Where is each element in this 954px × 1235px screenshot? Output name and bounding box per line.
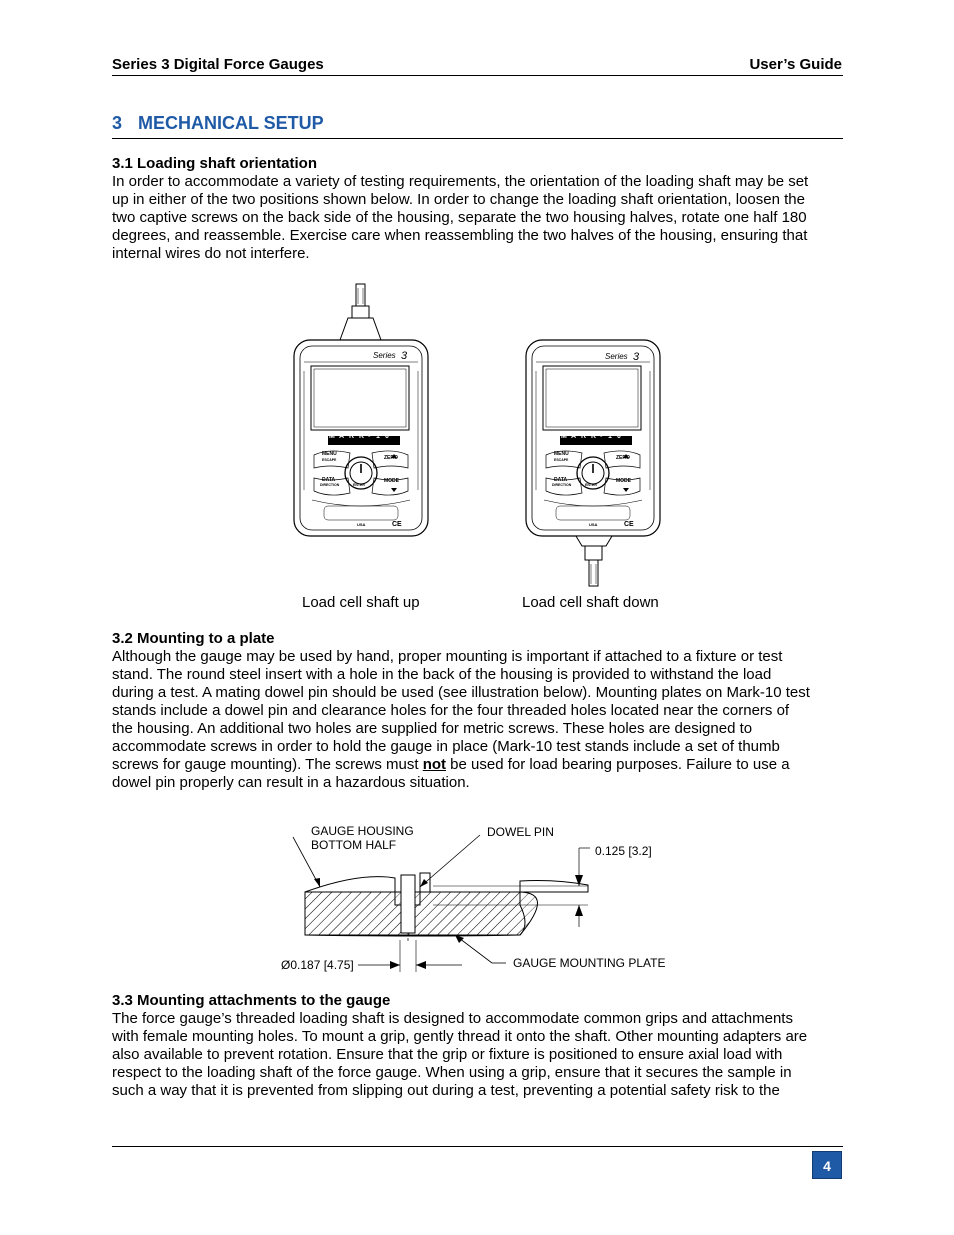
text-line: up in either of the two positions shown below. In order to change the loading shaft orientation, loosen the (112, 191, 805, 208)
paragraph-3-3 (112, 1010, 843, 1100)
text-line: Although the gauge may be used by hand, proper mounting is important if attached to a fixture or test (112, 648, 783, 665)
direction-key-label: DIRECTION (320, 483, 340, 487)
text-run: be used for load bearing purposes. Failure to use a (446, 756, 790, 773)
paragraph-3-2 (112, 648, 843, 792)
text-line: internal wires do not interfere. (112, 245, 310, 262)
text-line: with female mounting holes. To mount a grip, gently thread it onto the shaft. Other mounting adapters are (112, 1028, 808, 1045)
data-key-label: DATA (554, 477, 568, 483)
zero-key-label: ZERO (384, 455, 398, 461)
label-mounting-plate: GAUGE MOUNTING PLATE (513, 956, 666, 970)
section-title: MECHANICAL SETUP (138, 113, 324, 133)
mode-key-label: MODE (384, 478, 399, 484)
brand-letter: R (581, 433, 587, 440)
text-line: the housing. An additional two holes are supplied for metric screws. These holes are designed to (112, 720, 753, 737)
text-line: two captive screws on the back side of the housing, separate the two housing halves, rotate one half 180 (112, 209, 807, 226)
caption-shaft-down: Load cell shaft down (522, 594, 659, 611)
gauge-shaft-down-illustration (526, 340, 660, 586)
page-number: 4 (812, 1151, 842, 1179)
text-line: stands include a dowel pin and clearance holes for the four threaded holes located near the corners of (112, 702, 790, 719)
text-line: respect to the loading shaft of the force gauge. When using a grip, ensure that it secures the sample in (112, 1064, 792, 1081)
zero-key-label: ZERO (616, 455, 630, 461)
brand-letter: M (561, 433, 567, 440)
label-bottom-half: BOTTOM HALF (311, 838, 397, 852)
subsection-heading-3-1: 3.1 Loading shaft orientation (112, 155, 318, 172)
data-key-label: DATA (322, 477, 336, 483)
subsection-heading-3-3: 3.3 Mounting attachments to the gauge (112, 992, 391, 1009)
text-line: In order to accommodate a variety of testing requirements, the orientation of the loading shaft may be set (112, 173, 809, 190)
usa-mark: USA (589, 522, 598, 527)
header-rule (112, 75, 843, 76)
enter-key-label: ENTER (585, 483, 597, 487)
series-label: Series (605, 352, 628, 361)
text-line (112, 756, 843, 774)
text-line: during a test. A mating dowel pin should be used (see illustration below). Mounting plates on Mark-10 test (112, 684, 810, 701)
caption-shaft-up: Load cell shaft up (302, 594, 420, 611)
brand-letter: - (368, 433, 371, 440)
brand-letter: A (339, 433, 345, 440)
direction-key-label: DIRECTION (552, 483, 572, 487)
footer-rule (112, 1146, 843, 1147)
series-number: 3 (401, 350, 408, 362)
dowel-pin-diagram (270, 815, 690, 980)
text-line: also available to prevent rotation. Ensure that the grip or fixture is positioned to ensure axial load with (112, 1046, 783, 1063)
escape-key-label: ESCAPE (322, 458, 337, 462)
brand-letter: R (349, 433, 355, 440)
text-run: screws for gauge mounting). The screws must (112, 756, 423, 773)
menu-key-label: MENU (554, 451, 569, 457)
enter-key-label: ENTER (353, 483, 365, 487)
emphasis-not: not (422, 756, 447, 773)
paragraph-3-1 (112, 173, 843, 263)
label-dowel-pin: DOWEL PIN (487, 825, 554, 839)
brand-letter: 0 (385, 433, 389, 440)
text-line: accommodate screws in order to hold the gauge in place (Mark-10 test stands include a set of thumb (112, 738, 780, 755)
escape-key-label: ESCAPE (554, 458, 569, 462)
mode-key-label: MODE (616, 478, 631, 484)
series-number: 3 (633, 351, 640, 363)
section-rule (112, 138, 843, 139)
subsection-heading-3-2: 3.2 Mounting to a plate (112, 630, 275, 647)
gauge-housing-shape (305, 873, 588, 892)
ce-mark: CE (624, 521, 634, 528)
running-header-guide: User’s Guide (749, 56, 842, 73)
text-line: such a way that it is prevented from slipping out during a test, preventing a potential safety risk to the (112, 1082, 780, 1099)
brand-letter: K (359, 433, 365, 440)
brand-letter: 0 (617, 433, 621, 440)
menu-key-label: MENU (322, 451, 337, 457)
usa-mark: USA (357, 522, 366, 527)
brand-letter: - (600, 433, 603, 440)
label-gauge-housing: GAUGE HOUSING (311, 824, 414, 838)
brand-letter: 1 (608, 433, 612, 440)
brand-letter: 1 (376, 433, 380, 440)
text-line: The force gauge’s threaded loading shaft is designed to accommodate common grips and attachments (112, 1010, 793, 1027)
ce-mark: CE (392, 521, 402, 528)
series-label: Series (373, 351, 396, 360)
section-number: 3 (112, 113, 123, 133)
text-line: dowel pin properly can result in a hazardous situation. (112, 774, 470, 791)
brand-letter: A (571, 433, 577, 440)
section-heading (112, 113, 324, 134)
running-header-title: Series 3 Digital Force Gauges (112, 56, 324, 73)
gauge-orientation-figure (280, 278, 680, 598)
gauge-shaft-up-illustration (294, 284, 428, 536)
label-diameter-dimension: Ø0.187 [4.75] (281, 958, 354, 972)
text-line: degrees, and reassemble. Exercise care when reassembling the two halves of the housing, ensuring that (112, 227, 808, 244)
brand-letter: M (329, 433, 335, 440)
label-depth-dimension: 0.125 [3.2] (595, 844, 652, 858)
brand-letter: K (591, 433, 597, 440)
text-line: stand. The round steel insert with a hole in the back of the housing is provided to withstand the load (112, 666, 772, 683)
dowel-pin-shape (401, 875, 415, 933)
